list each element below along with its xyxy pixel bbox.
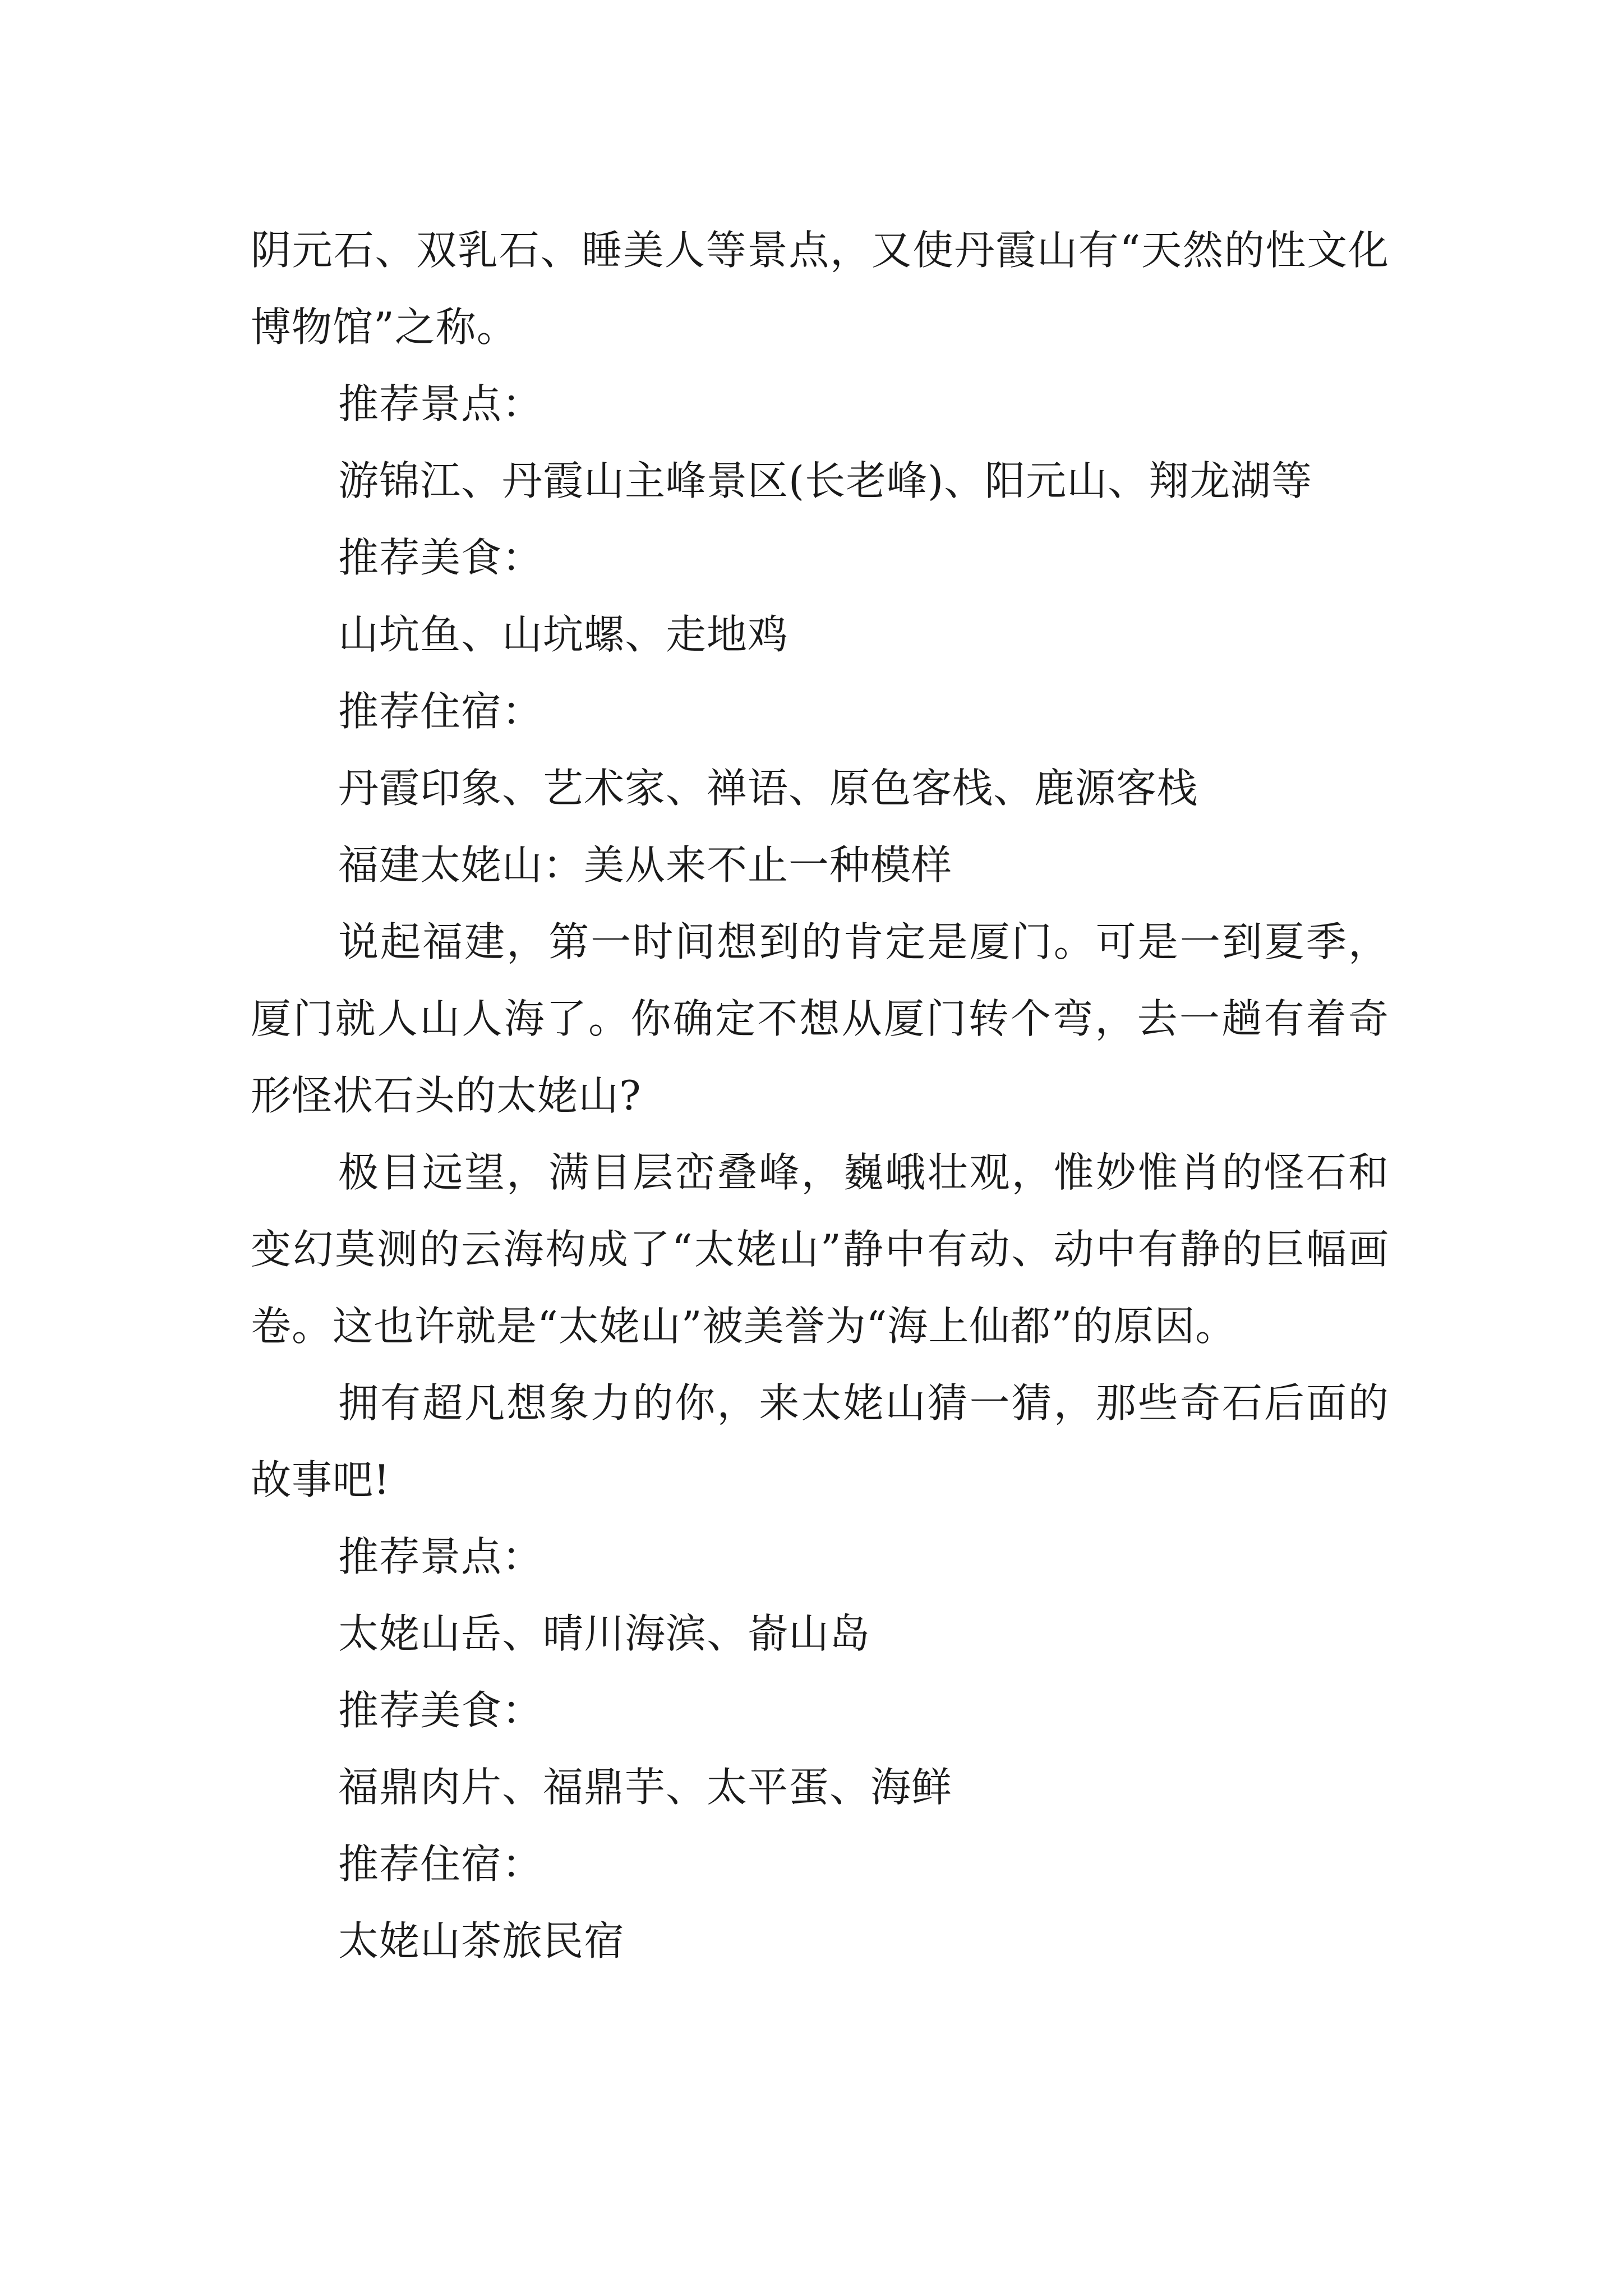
paragraph-intro: 说起福建，第一时间想到的肯定是厦门。可是一到夏季，厦门就人山人海了。你确定不想从厦门转个弯，去一趟有着奇形怪状石头的太姥山?: [251, 918, 1389, 1119]
paragraph-invitation: 拥有超凡想象力的你，来太姥山猜一猜，那些奇石后面的故事吧!: [251, 1379, 1389, 1503]
lodging-list-2: 太姥山茶旅民宿: [338, 1917, 625, 1964]
label-attractions-2: 推荐景点：: [338, 1533, 543, 1580]
label-food-2: 推荐美食：: [338, 1687, 543, 1734]
lodging-list: 丹霞印象、艺术家、禅语、原色客栈、鹿源客栈: [338, 765, 1198, 812]
body-text: [251, 212, 1389, 1980]
paragraph-continuation: 阴元石、双乳石、睡美人等景点，又使丹霞山有“天然的性文化博物馆”之称。: [251, 227, 1389, 351]
section-heading: 福建太姥山：美从来不止一种模样: [338, 841, 953, 889]
food-list-2: 福鼎肉片、福鼎芋、太平蛋、海鲜: [338, 1764, 953, 1811]
paragraph-scenery: 极目远望，满目层峦叠峰，巍峨壮观，惟妙惟肖的怪石和变幻莫测的云海构成了“太姥山”静中有动、动中有静的巨幅画卷。这也许就是“太姥山”被美誉为“海上仙都”的原因。: [251, 1149, 1389, 1350]
label-lodging: 推荐住宿：: [338, 688, 543, 735]
label-food: 推荐美食：: [338, 534, 543, 581]
food-list: 山坑鱼、山坑螺、走地鸡: [338, 611, 789, 658]
label-lodging-2: 推荐住宿：: [338, 1841, 543, 1888]
attractions-list: 游锦江、丹霞山主峰景区(长老峰)、阳元山、翔龙湖等: [338, 457, 1313, 504]
attractions-list-2: 太姥山岳、晴川海滨、嵛山岛: [338, 1610, 871, 1657]
label-attractions: 推荐景点：: [338, 380, 543, 427]
